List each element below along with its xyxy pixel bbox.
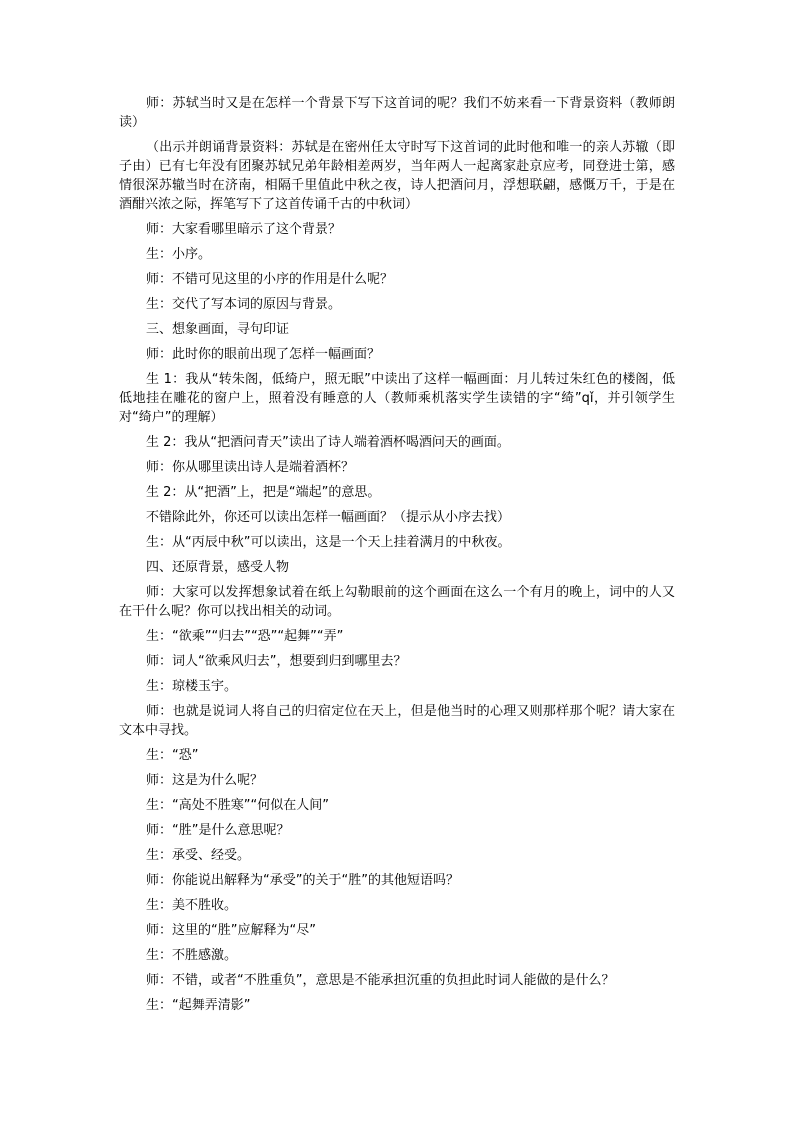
paragraph: 生：“恐” <box>146 748 199 763</box>
paragraph: 师：这是为什么呢？ <box>146 773 264 788</box>
paragraph: 生 2：从“把酒”上，把是“端起”的意思。 <box>146 485 381 500</box>
paragraph: 不错除此外，你还可以读出怎样一幅画面？（提示从小序去找） <box>146 510 511 525</box>
section-heading: 三、想象画面，寻句印证 <box>146 322 290 337</box>
paragraph: 师：苏轼当时又是在怎样一个背景下写下这首词的呢？我们不妨来看一下背景资料（教师朗读） <box>119 96 675 130</box>
paragraph: 师：不错可见这里的小序的作用是什么呢？ <box>146 272 394 287</box>
paragraph: 师：大家可以发挥想象试着在纸上勾勒眼前的这个画面在这么一个有月的晚上，词中的人又在干什么呢？你可以找出相关的动词。 <box>119 585 675 619</box>
paragraph: 师：“胜”是什么意思呢？ <box>146 823 290 838</box>
paragraph: 生：不胜感激。 <box>146 948 238 963</box>
paragraph: 生：“欲乘”“归去”“恐”“起舞”“弄” <box>146 629 344 644</box>
paragraph: （出示并朗诵背景资料：苏轼是在密州任太守时写下这首词的此时他和唯一的亲人苏辙（即子由）已有七年没有团聚苏轼兄弟年龄相差两岁，当年两人一起离家赴京应考，同登进士第，感情很深苏辙当时在济南，相隔千里值此中秋之夜，诗人把酒问月，浮想联翩，感慨万千，于是在酒酣兴浓之际，挥笔写下了这首传诵千古的中秋词） <box>119 140 675 212</box>
paragraph: 师：词人“欲乘风归去”，想要到归到哪里去？ <box>146 654 407 669</box>
paragraph: 生 2：我从“把酒问青天”读出了诗人端着酒杯喝酒问天的画面。 <box>146 435 510 450</box>
paragraph: 师：你从哪里读出诗人是端着酒杯？ <box>146 460 355 475</box>
paragraph: 师：不错，或者“不胜重负”，意思是不能承担沉重的负担此时词人能做的是什么？ <box>146 973 615 988</box>
paragraph: 师：你能说出解释为“承受”的关于“胜”的其他短语吗？ <box>146 873 459 888</box>
paragraph: 生：小序。 <box>146 247 212 262</box>
paragraph: 生：美不胜收。 <box>146 898 238 913</box>
paragraph: 生 1：我从“转朱阁，低绮户，照无眠”中读出了这样一幅画面：月儿转过朱红色的楼阁，低低地挂在雕花的窗户上，照着没有睡意的人（教师乘机落实学生读错的字“绮”qǐ，并引领学生对“绮户”的理解） <box>119 372 675 425</box>
paragraph: 师：此时你的眼前出现了怎样一幅画面？ <box>146 347 381 362</box>
section-heading: 四、还原背景，感受人物 <box>146 560 290 575</box>
paragraph: 生：“高处不胜寒”“何似在人间” <box>146 798 329 813</box>
paragraph: 生：“起舞弄清影” <box>146 998 251 1013</box>
paragraph: 生：交代了写本词的原因与背景。 <box>146 297 342 312</box>
paragraph: 生：承受、经受。 <box>146 848 251 863</box>
paragraph: 师：大家看哪里暗示了这个背景？ <box>146 222 342 237</box>
paragraph: 生：从“丙辰中秋”可以读出，这是一个天上挂着满月的中秋夜。 <box>146 535 511 550</box>
paragraph: 师：也就是说词人将自己的归宿定位在天上，但是他当时的心理又则那样那个呢？请大家在文本中寻找。 <box>119 704 675 738</box>
document-body <box>119 94 675 1021</box>
paragraph: 生：琼楼玉宇。 <box>146 679 238 694</box>
paragraph: 师：这里的“胜”应解释为“尽” <box>146 923 316 938</box>
